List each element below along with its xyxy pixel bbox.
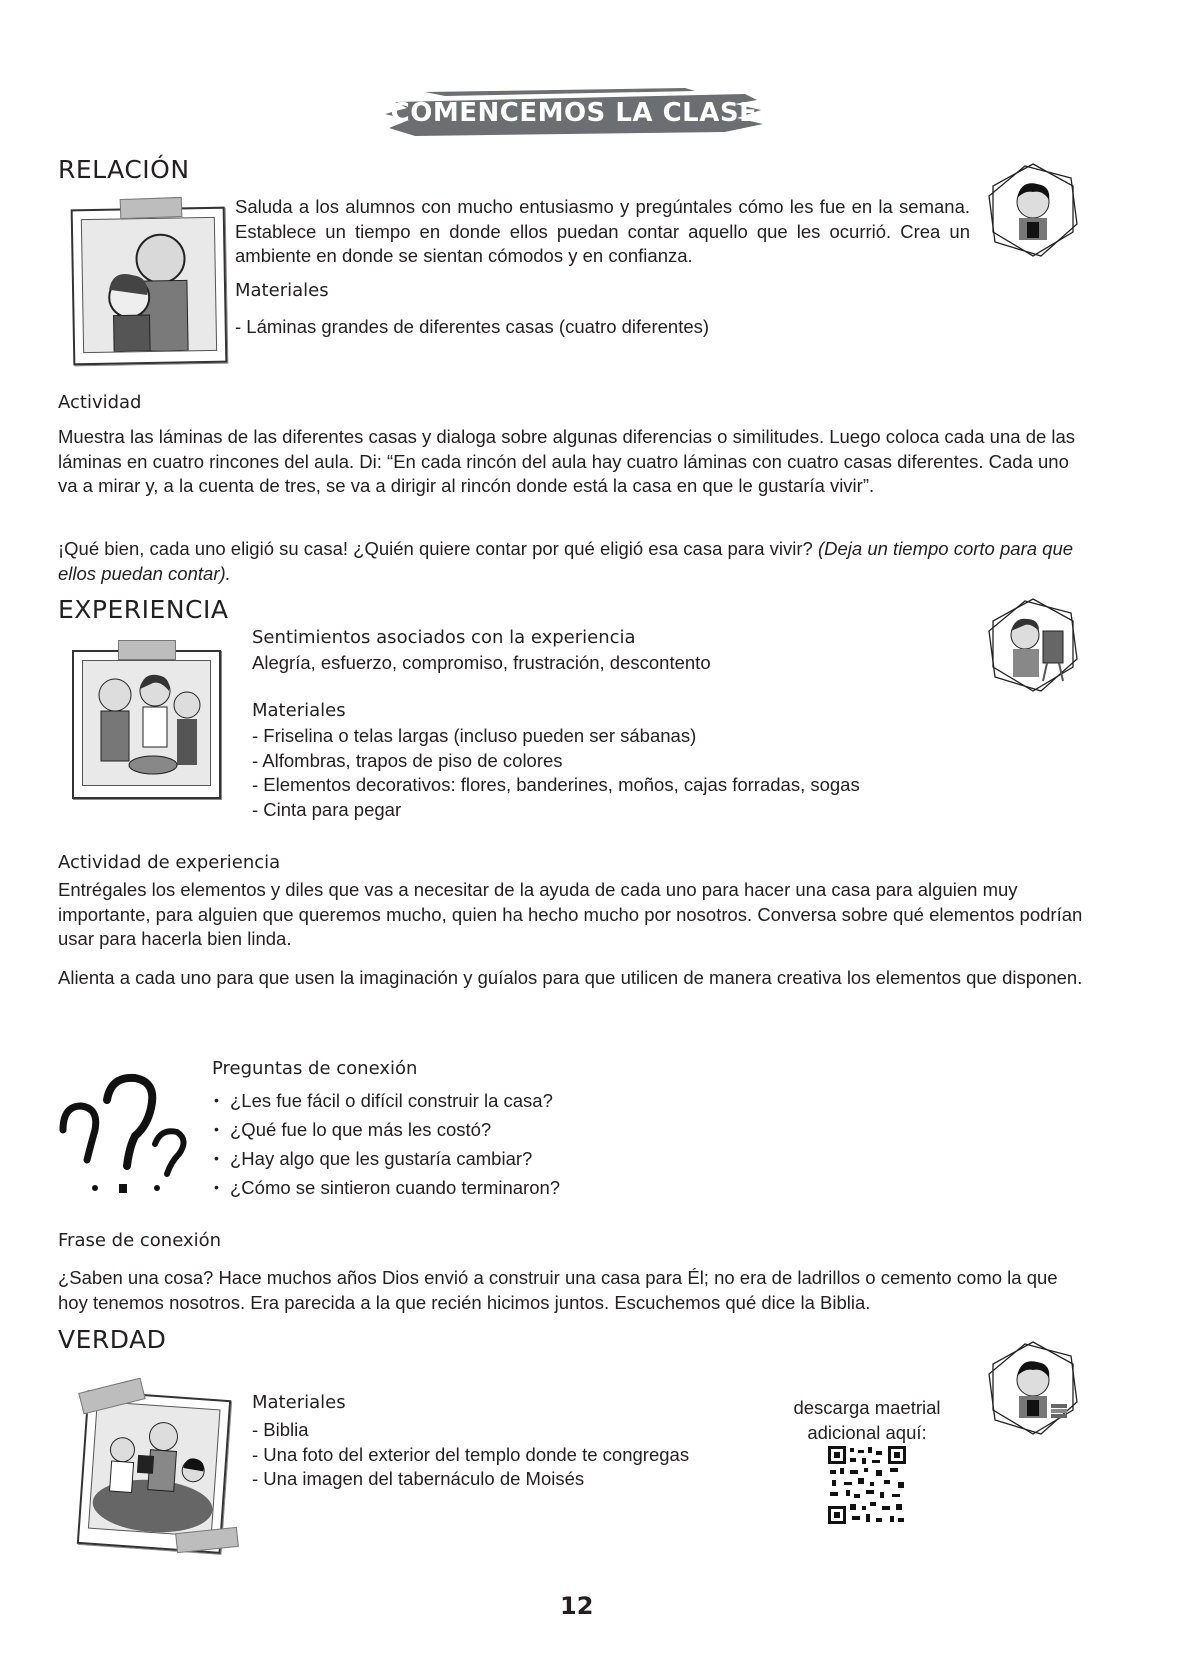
relacion-activity-p2 [58,537,1088,586]
badge-intelligence [985,160,1080,265]
material-item: - Friselina o telas largas (incluso pueden ser sábanas) [252,725,697,746]
page-number: 12 [560,1592,594,1620]
tape-decoration [118,640,176,660]
question-item: • ¿Qué fue lo que más les costó? [212,1115,560,1144]
questions-list [212,1086,560,1202]
question-item: • ¿Hay algo que les gustaría cambiar? [212,1144,560,1173]
feelings-label: Sentimientos asociados con la experiencia [252,627,636,648]
section-title-relacion: RELACIÓN [58,155,190,184]
feelings-text: Alegría, esfuerzo, compromiso, frustración, descontento [252,652,711,673]
question-item: • ¿Cómo se sintieron cuando terminaron? [212,1173,560,1202]
qr-code-icon [828,1446,906,1524]
photo-relacion [71,207,228,366]
verdad-materials-label: Materiales [252,1392,346,1413]
illustration-footwashing [82,660,211,786]
relacion-intro: Saluda a los alumnos con mucho entusiasmo y pregúntales cómo les fue en la semana. Establece un tiempo en donde ellos puedan contar aquello que les ocurrió. Crea un ambiente en donde se sientan cómodos y en confianza. [235,196,970,266]
section-title-verdad: VERDAD [58,1325,167,1354]
relacion-activity-label: Actividad [58,392,142,413]
material-item: - Cinta para pegar [252,798,402,820]
relacion-materials-label: Materiales [235,280,329,301]
question-marks-illustration [55,1070,190,1200]
download-caption [772,1396,962,1445]
experiencia-materials-list [252,724,860,822]
qr-code[interactable] [828,1446,906,1524]
section-banner [385,88,763,140]
intelligence-badge-icon [985,160,1080,260]
intelligence-badge-icon [985,595,1080,695]
material-item: - Alfombras, trapos de piso de colores [252,749,563,771]
experiencia-activity-p1: Entrégales los elementos y diles que vas a necesitar de la ayuda de cada uno para hacer una casa para alguien muy importante, para alguien que queremos mucho, quien ha hecho mucho por nosotros. Conversa sobre qué elementos podrían usar para hacerla bien linda. [58,879,1083,949]
photo-experiencia [72,650,221,799]
relacion-activity-p1: Muestra las láminas de las diferentes casas y dialoga sobre algunas diferencias o similitudes. Luego coloca cada una de las láminas en cuatro rincones del aula. Di: “En cada rincón del aula hay cuatro láminas con cuatro casas diferentes. Cada uno va a mirar y, a la cuenta de tres, se va a dirigir al rincón donde está la casa en que le gustaría vivir”. [58,426,1076,496]
relacion-material-item: - Láminas grandes de diferentes casas (cuatro diferentes) [235,316,710,337]
questions-label: Preguntas de conexión [212,1058,418,1079]
download-line-2: adicional aquí: [807,1421,927,1443]
children-hug-icon [82,218,216,352]
banner-title: COMENCEMOS LA CLASE [390,98,758,128]
relacion-activity-p2-text: ¡Qué bien, cada uno eligió su casa! ¿Quién quiere contar por qué eligió esa casa para vivir? [58,538,813,559]
intelligence-badge-icon [985,1338,1080,1438]
children-reading-icon [89,1402,219,1536]
download-line-1: descarga maetrial [793,1397,941,1418]
material-item: - Biblia [252,1419,309,1440]
badge-intelligence-reader [985,1338,1080,1443]
experiencia-materials-label: Materiales [252,700,346,721]
material-item: - Elementos decorativos: flores, banderines, moños, cajas forradas, sogas [252,774,860,795]
material-item: - Una imagen del tabernáculo de Moisés [252,1468,585,1489]
illustration-bible-reading [88,1401,221,1537]
section-title-experiencia: EXPERIENCIA [58,595,229,624]
phrase-text: ¿Saben una cosa? Hace muchos años Dios envió a construir una casa para Él; no era de ladrillos o cemento como la que hoy tenemos nosotros. Era parecida a la que recién hicimos juntos. Escuchemos qué dice la Biblia. [58,1267,1058,1313]
experiencia-activity-label: Actividad de experiencia [58,852,281,873]
tape-decoration [120,197,183,219]
children-group-icon [83,661,210,785]
question-marks-icon [55,1070,190,1195]
verdad-materials-list [252,1418,689,1492]
badge-intelligence-artist [985,595,1080,700]
relacion-activity-p2-italic: (Deja un tiempo corto para que ellos puedan contar). [58,538,1074,584]
question-item: • ¿Les fue fácil o difícil construir la casa? [212,1086,560,1115]
phrase-label: Frase de conexión [58,1230,222,1251]
material-item: - Una foto del exterior del templo donde te congregas [252,1443,690,1465]
experiencia-activity-p2: Alienta a cada uno para que usen la imaginación y guíalos para que utilicen de manera creativa los elementos que disponen. [58,967,1083,988]
illustration-hug [81,217,217,353]
